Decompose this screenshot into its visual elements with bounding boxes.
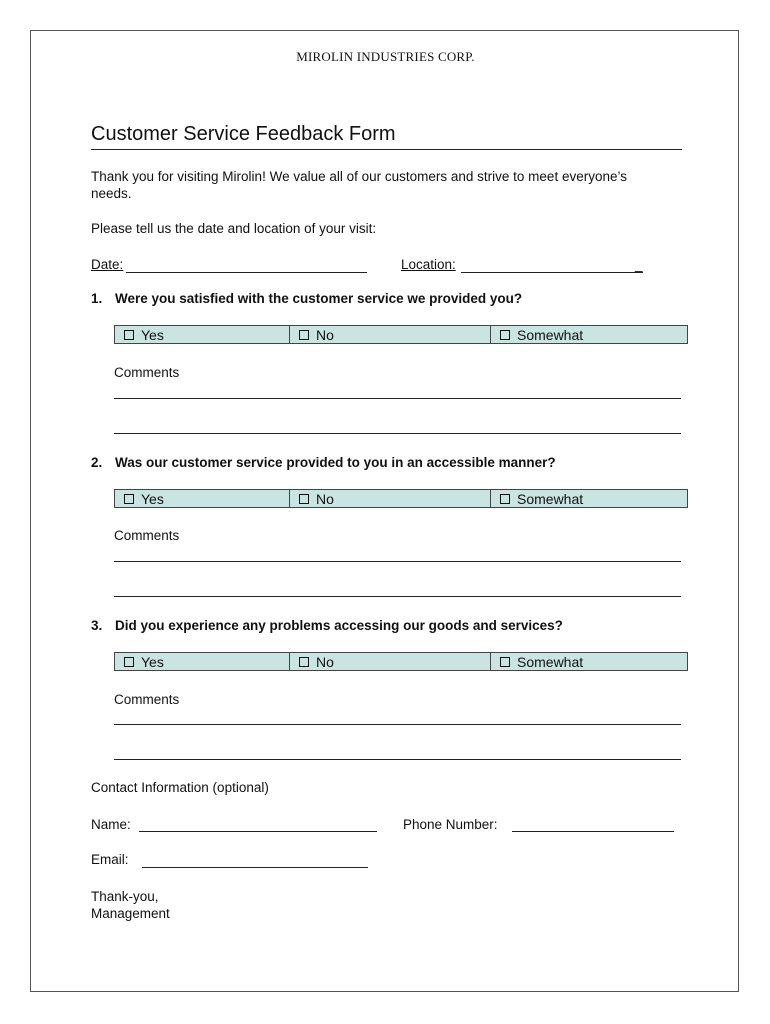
- form-title: Customer Service Feedback Form: [91, 123, 396, 145]
- location-label: Location:: [401, 257, 456, 272]
- title-divider: [91, 149, 682, 150]
- option-yes[interactable]: [115, 326, 289, 343]
- option-label: Somewhat: [517, 326, 584, 343]
- closing-line-2: Management: [91, 906, 170, 921]
- question-2-options: [114, 489, 688, 508]
- question-text: Was our customer service provided to you in an accessible manner?: [115, 455, 556, 470]
- comments-line-2[interactable]: [114, 596, 681, 597]
- option-somewhat[interactable]: [490, 326, 687, 343]
- comments-line-2[interactable]: [114, 759, 681, 760]
- name-label: Name:: [91, 817, 131, 832]
- name-field[interactable]: [139, 831, 377, 832]
- intro-text: Thank you for visiting Mirolin! We value all of our customers and strive to meet everyone’s needs.: [91, 169, 627, 201]
- location-trail: _: [635, 257, 643, 272]
- option-no[interactable]: [289, 326, 490, 343]
- date-field[interactable]: [126, 272, 367, 273]
- question-1: [91, 291, 522, 306]
- question-text: Did you experience any problems accessing our goods and services?: [115, 618, 563, 633]
- option-label: Yes: [141, 490, 164, 507]
- question-2: [91, 455, 556, 470]
- comments-label: Comments: [114, 365, 180, 380]
- checkbox-icon[interactable]: [299, 494, 309, 504]
- option-label: No: [316, 326, 334, 343]
- checkbox-icon[interactable]: [124, 657, 134, 667]
- checkbox-icon[interactable]: [500, 657, 510, 667]
- option-label: Yes: [141, 653, 164, 670]
- comments-label: Comments: [114, 692, 180, 707]
- contact-heading: Contact Information (optional): [91, 780, 269, 795]
- location-field[interactable]: [461, 272, 643, 273]
- phone-field[interactable]: [512, 831, 674, 832]
- phone-label: Phone Number:: [403, 817, 498, 832]
- checkbox-icon[interactable]: [124, 494, 134, 504]
- question-3: [91, 618, 563, 633]
- closing-line-1: Thank-you,: [91, 889, 159, 904]
- option-label: No: [316, 490, 334, 507]
- email-label: Email:: [91, 852, 129, 867]
- option-yes[interactable]: [115, 490, 289, 507]
- question-text: Were you satisfied with the customer service we provided you?: [115, 291, 523, 306]
- question-number: 2.: [91, 455, 103, 470]
- option-label: Yes: [141, 326, 164, 343]
- option-yes[interactable]: [115, 653, 289, 670]
- option-somewhat[interactable]: [490, 490, 687, 507]
- option-no[interactable]: [289, 490, 490, 507]
- option-no[interactable]: [289, 653, 490, 670]
- question-number: 1.: [91, 291, 103, 306]
- comments-line-1[interactable]: [114, 561, 681, 562]
- option-label: Somewhat: [517, 653, 584, 670]
- option-somewhat[interactable]: [490, 653, 687, 670]
- checkbox-icon[interactable]: [500, 494, 510, 504]
- email-field[interactable]: [142, 867, 368, 868]
- option-label: Somewhat: [517, 490, 584, 507]
- option-label: No: [316, 653, 334, 670]
- visit-prompt: Please tell us the date and location of your visit:: [91, 221, 377, 236]
- checkbox-icon[interactable]: [299, 657, 309, 667]
- question-3-options: [114, 652, 688, 671]
- company-name: MIROLIN INDUSTRIES CORP.: [296, 49, 475, 64]
- date-label: Date:: [91, 257, 124, 272]
- checkbox-icon[interactable]: [124, 330, 134, 340]
- form-page: [30, 30, 739, 992]
- comments-line-1[interactable]: [114, 724, 681, 725]
- checkbox-icon[interactable]: [299, 330, 309, 340]
- question-number: 3.: [91, 618, 103, 633]
- comments-label: Comments: [114, 528, 180, 543]
- comments-line-1[interactable]: [114, 398, 681, 399]
- checkbox-icon[interactable]: [500, 330, 510, 340]
- question-1-options: [114, 325, 688, 344]
- comments-line-2[interactable]: [114, 433, 681, 434]
